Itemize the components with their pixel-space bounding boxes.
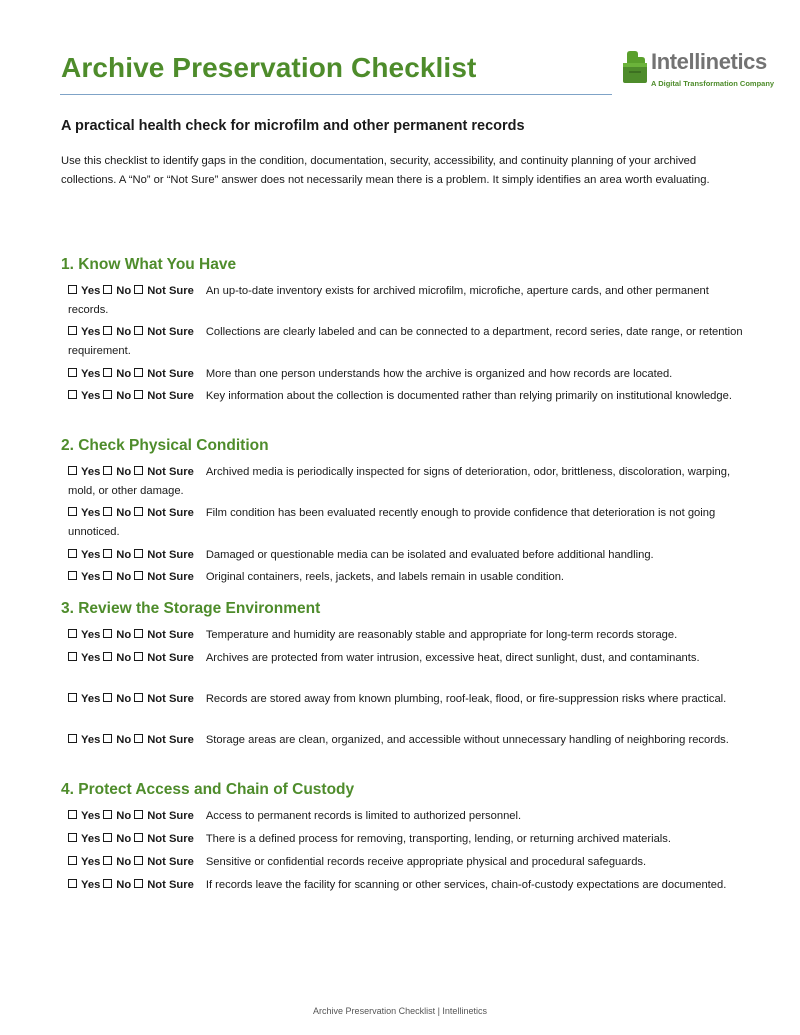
option-no[interactable] [103,466,131,478]
option-no[interactable] [103,879,131,891]
checklist-item-text: Film condition has been evaluated recently enough to provide confidence that deterioration is not going unnoticed. [68,507,716,538]
checklist-item [68,546,744,565]
checkbox-icon[interactable] [103,326,112,335]
option-not-sure[interactable] [134,879,194,891]
option-label: No [116,507,132,519]
option-not-sure[interactable] [134,326,194,338]
checkbox-icon[interactable] [68,879,77,888]
option-label: Not Sure [147,856,194,868]
option-not-sure[interactable] [134,571,194,583]
option-label: No [116,629,132,641]
page-title: Archive Preservation Checklist [61,52,477,83]
checklist-item [68,323,744,361]
checkbox-icon[interactable] [134,629,143,638]
checklist-item-text: If records leave the facility for scanning or other services, chain-of-custody expectations are documented. [205,879,727,891]
checkbox-icon[interactable] [103,879,112,888]
option-no[interactable] [103,856,131,868]
option-no[interactable] [103,734,131,746]
option-not-sure[interactable] [134,652,194,664]
checklist-item [68,853,744,872]
option-label: Not Sure [147,285,194,297]
section-heading: 4. Protect Access and Chain of Custody [61,781,355,798]
option-yes[interactable] [68,810,100,822]
intro-paragraph: Use this checklist to identify gaps in the condition, documentation, security, accessibility, and continuity planning of your archived collections. A “No” or “Not Sure” answer does not necessarily mean there is a problem. It simply identifies an area worth evaluating. [61,155,710,186]
option-label: Yes [81,810,101,822]
checklist-item-text: An up-to-date inventory exists for archived microfilm, microfiche, aperture cards, and other permanent records. [68,285,709,316]
checkbox-icon[interactable] [134,507,143,516]
checkbox-icon[interactable] [68,571,77,580]
checkbox-icon[interactable] [134,466,143,475]
option-yes[interactable] [68,507,100,519]
option-label: Yes [81,734,101,746]
option-no[interactable] [103,390,131,402]
checklist-item-text: Collections are clearly labeled and can be connected to a department, record series, date range, or retention requirement. [68,326,743,357]
checkbox-icon[interactable] [68,390,77,399]
checkbox-icon[interactable] [134,368,143,377]
checkbox-icon[interactable] [103,571,112,580]
checkbox-icon[interactable] [103,693,112,702]
checkbox-icon[interactable] [103,507,112,516]
option-yes[interactable] [68,466,100,478]
section-heading: 1. Know What You Have [61,256,237,273]
checkbox-icon[interactable] [103,652,112,661]
checkbox-icon[interactable] [68,466,77,475]
option-label: Not Sure [147,810,194,822]
option-label: Not Sure [147,652,194,664]
checkbox-icon[interactable] [134,810,143,819]
section-heading: 3. Review the Storage Environment [61,600,321,617]
option-not-sure[interactable] [134,390,194,402]
checklist-item-text: Sensitive or confidential records receive appropriate physical and procedural safeguards. [205,856,647,868]
option-not-sure[interactable] [134,507,194,519]
option-not-sure[interactable] [134,549,194,561]
checklist-item [68,731,744,750]
checkbox-icon[interactable] [68,549,77,558]
checkbox-icon[interactable] [103,549,112,558]
option-yes[interactable] [68,734,100,746]
checkbox-icon[interactable] [134,879,143,888]
checkbox-icon[interactable] [103,810,112,819]
option-label: No [116,856,132,868]
option-label: Yes [81,466,101,478]
option-no[interactable] [103,368,131,380]
option-label: Not Sure [147,390,194,402]
checklist-item-text: Damaged or questionable media can be isolated and evaluated before additional handling. [205,549,654,561]
checkbox-icon[interactable] [134,326,143,335]
option-yes[interactable] [68,652,100,664]
checklist-item [68,649,744,668]
checkbox-icon[interactable] [134,856,143,865]
option-yes[interactable] [68,285,100,297]
checkbox-icon[interactable] [68,734,77,743]
option-not-sure[interactable] [134,466,194,478]
option-label: Yes [81,326,101,338]
option-label: No [116,734,132,746]
option-label: Not Sure [147,368,194,380]
option-label: No [116,466,132,478]
option-label: Yes [81,879,101,891]
checklist-item [68,830,744,849]
title-underline [60,94,612,95]
checkbox-icon[interactable] [103,833,112,842]
option-label: Not Sure [147,549,194,561]
checklist-item [68,387,744,406]
checklist-item [68,876,744,895]
checkbox-icon[interactable] [68,285,77,294]
option-label: No [116,879,132,891]
option-label: No [116,326,132,338]
checkbox-icon[interactable] [68,326,77,335]
option-not-sure[interactable] [134,368,194,380]
page-footer: Archive Preservation Checklist | Intellinetics [313,1006,487,1016]
section-heading: 2. Check Physical Condition [61,437,269,454]
checkbox-icon[interactable] [134,390,143,399]
option-no[interactable] [103,652,131,664]
option-label: Yes [81,549,101,561]
option-label: Yes [81,507,101,519]
checklist-item-text: Records are stored away from known plumbing, roof-leak, flood, or fire-suppression risks where practical. [205,693,727,705]
option-yes[interactable] [68,549,100,561]
option-no[interactable] [103,326,131,338]
logo-tagline: A Digital Transformation Company [651,79,775,88]
option-no[interactable] [103,507,131,519]
checkbox-icon[interactable] [68,507,77,516]
option-label: No [116,285,132,297]
option-yes[interactable] [68,571,100,583]
option-not-sure[interactable] [134,629,194,641]
checkbox-icon[interactable] [103,390,112,399]
option-label: Not Sure [147,629,194,641]
checkbox-icon[interactable] [103,285,112,294]
checkbox-icon[interactable] [68,652,77,661]
option-yes[interactable] [68,879,100,891]
option-label: No [116,833,132,845]
option-label: No [116,693,132,705]
checkbox-icon[interactable] [103,466,112,475]
intellinetics-logo [620,50,780,92]
checkbox-icon[interactable] [103,629,112,638]
checkbox-icon[interactable] [134,833,143,842]
checklist-item [68,807,744,826]
checkbox-icon[interactable] [68,856,77,865]
option-label: Yes [81,390,101,402]
option-label: Not Sure [147,571,194,583]
option-not-sure[interactable] [134,856,194,868]
option-no[interactable] [103,571,131,583]
option-yes[interactable] [68,368,100,380]
page-subtitle: A practical health check for microfilm and other permanent records [61,118,525,134]
checkbox-icon[interactable] [134,549,143,558]
checklist-item-text: Original containers, reels, jackets, and labels remain in usable condition. [205,571,565,583]
option-label: Not Sure [147,833,194,845]
option-not-sure[interactable] [134,693,194,705]
checklist-item [68,365,744,384]
checkbox-icon[interactable] [68,368,77,377]
option-no[interactable] [103,693,131,705]
logo-mark-icon [621,51,649,85]
checklist-item-text: There is a defined process for removing, transporting, lending, or returning archived materials. [205,833,671,845]
option-no[interactable] [103,833,131,845]
option-label: Yes [81,368,101,380]
checklist-item-text: Archived media is periodically inspected for signs of deterioration, odor, brittleness, discoloration, warping, mold, or other damage. [68,466,731,497]
checkbox-icon[interactable] [68,693,77,702]
checkbox-icon[interactable] [134,693,143,702]
checkbox-icon[interactable] [103,734,112,743]
option-yes[interactable] [68,833,100,845]
option-label: Yes [81,833,101,845]
option-label: Not Sure [147,693,194,705]
option-label: Not Sure [147,879,194,891]
option-no[interactable] [103,549,131,561]
option-not-sure[interactable] [134,285,194,297]
checkbox-icon[interactable] [134,652,143,661]
checkbox-icon[interactable] [134,571,143,580]
option-label: Not Sure [147,466,194,478]
option-label: Yes [81,693,101,705]
checklist-item [68,463,744,501]
checkbox-icon[interactable] [68,810,77,819]
checkbox-icon[interactable] [134,285,143,294]
option-label: Yes [81,285,101,297]
option-label: Yes [81,652,101,664]
checklist-item-text: Storage areas are clean, organized, and accessible without unnecessary handling of neighboring records. [205,734,729,746]
checklist-item-text: Temperature and humidity are reasonably stable and appropriate for long-term records storage. [205,629,678,641]
option-not-sure[interactable] [134,734,194,746]
option-label: Not Sure [147,507,194,519]
checklist-item [68,626,744,645]
option-not-sure[interactable] [134,833,194,845]
checklist-item [68,568,744,587]
option-not-sure[interactable] [134,810,194,822]
option-yes[interactable] [68,693,100,705]
option-label: No [116,549,132,561]
option-label: Not Sure [147,734,194,746]
option-label: Yes [81,856,101,868]
option-yes[interactable] [68,390,100,402]
checkbox-icon[interactable] [103,856,112,865]
option-label: No [116,390,132,402]
checkbox-icon[interactable] [134,734,143,743]
checklist-item [68,504,744,542]
checklist-item-text: Access to permanent records is limited to authorized personnel. [205,810,522,822]
checkbox-icon[interactable] [68,833,77,842]
checkbox-icon[interactable] [68,629,77,638]
option-label: Not Sure [147,326,194,338]
option-no[interactable] [103,810,131,822]
option-no[interactable] [103,629,131,641]
logo-wordmark: Intellinetics [651,49,767,74]
checklist-item-text: Key information about the collection is documented rather than relying primarily on institutional knowledge. [205,390,732,402]
checkbox-icon[interactable] [103,368,112,377]
option-yes[interactable] [68,629,100,641]
option-label: No [116,571,132,583]
option-label: No [116,652,132,664]
option-yes[interactable] [68,326,100,338]
checklist-item [68,690,744,709]
option-label: No [116,368,132,380]
checklist-item-text: Archives are protected from water intrusion, excessive heat, direct sunlight, dust, and contaminants. [205,652,700,664]
option-yes[interactable] [68,856,100,868]
option-label: Yes [81,571,101,583]
checklist-item-text: More than one person understands how the archive is organized and how records are located. [205,368,673,380]
checklist-item [68,282,744,320]
option-no[interactable] [103,285,131,297]
option-label: No [116,810,132,822]
option-label: Yes [81,629,101,641]
